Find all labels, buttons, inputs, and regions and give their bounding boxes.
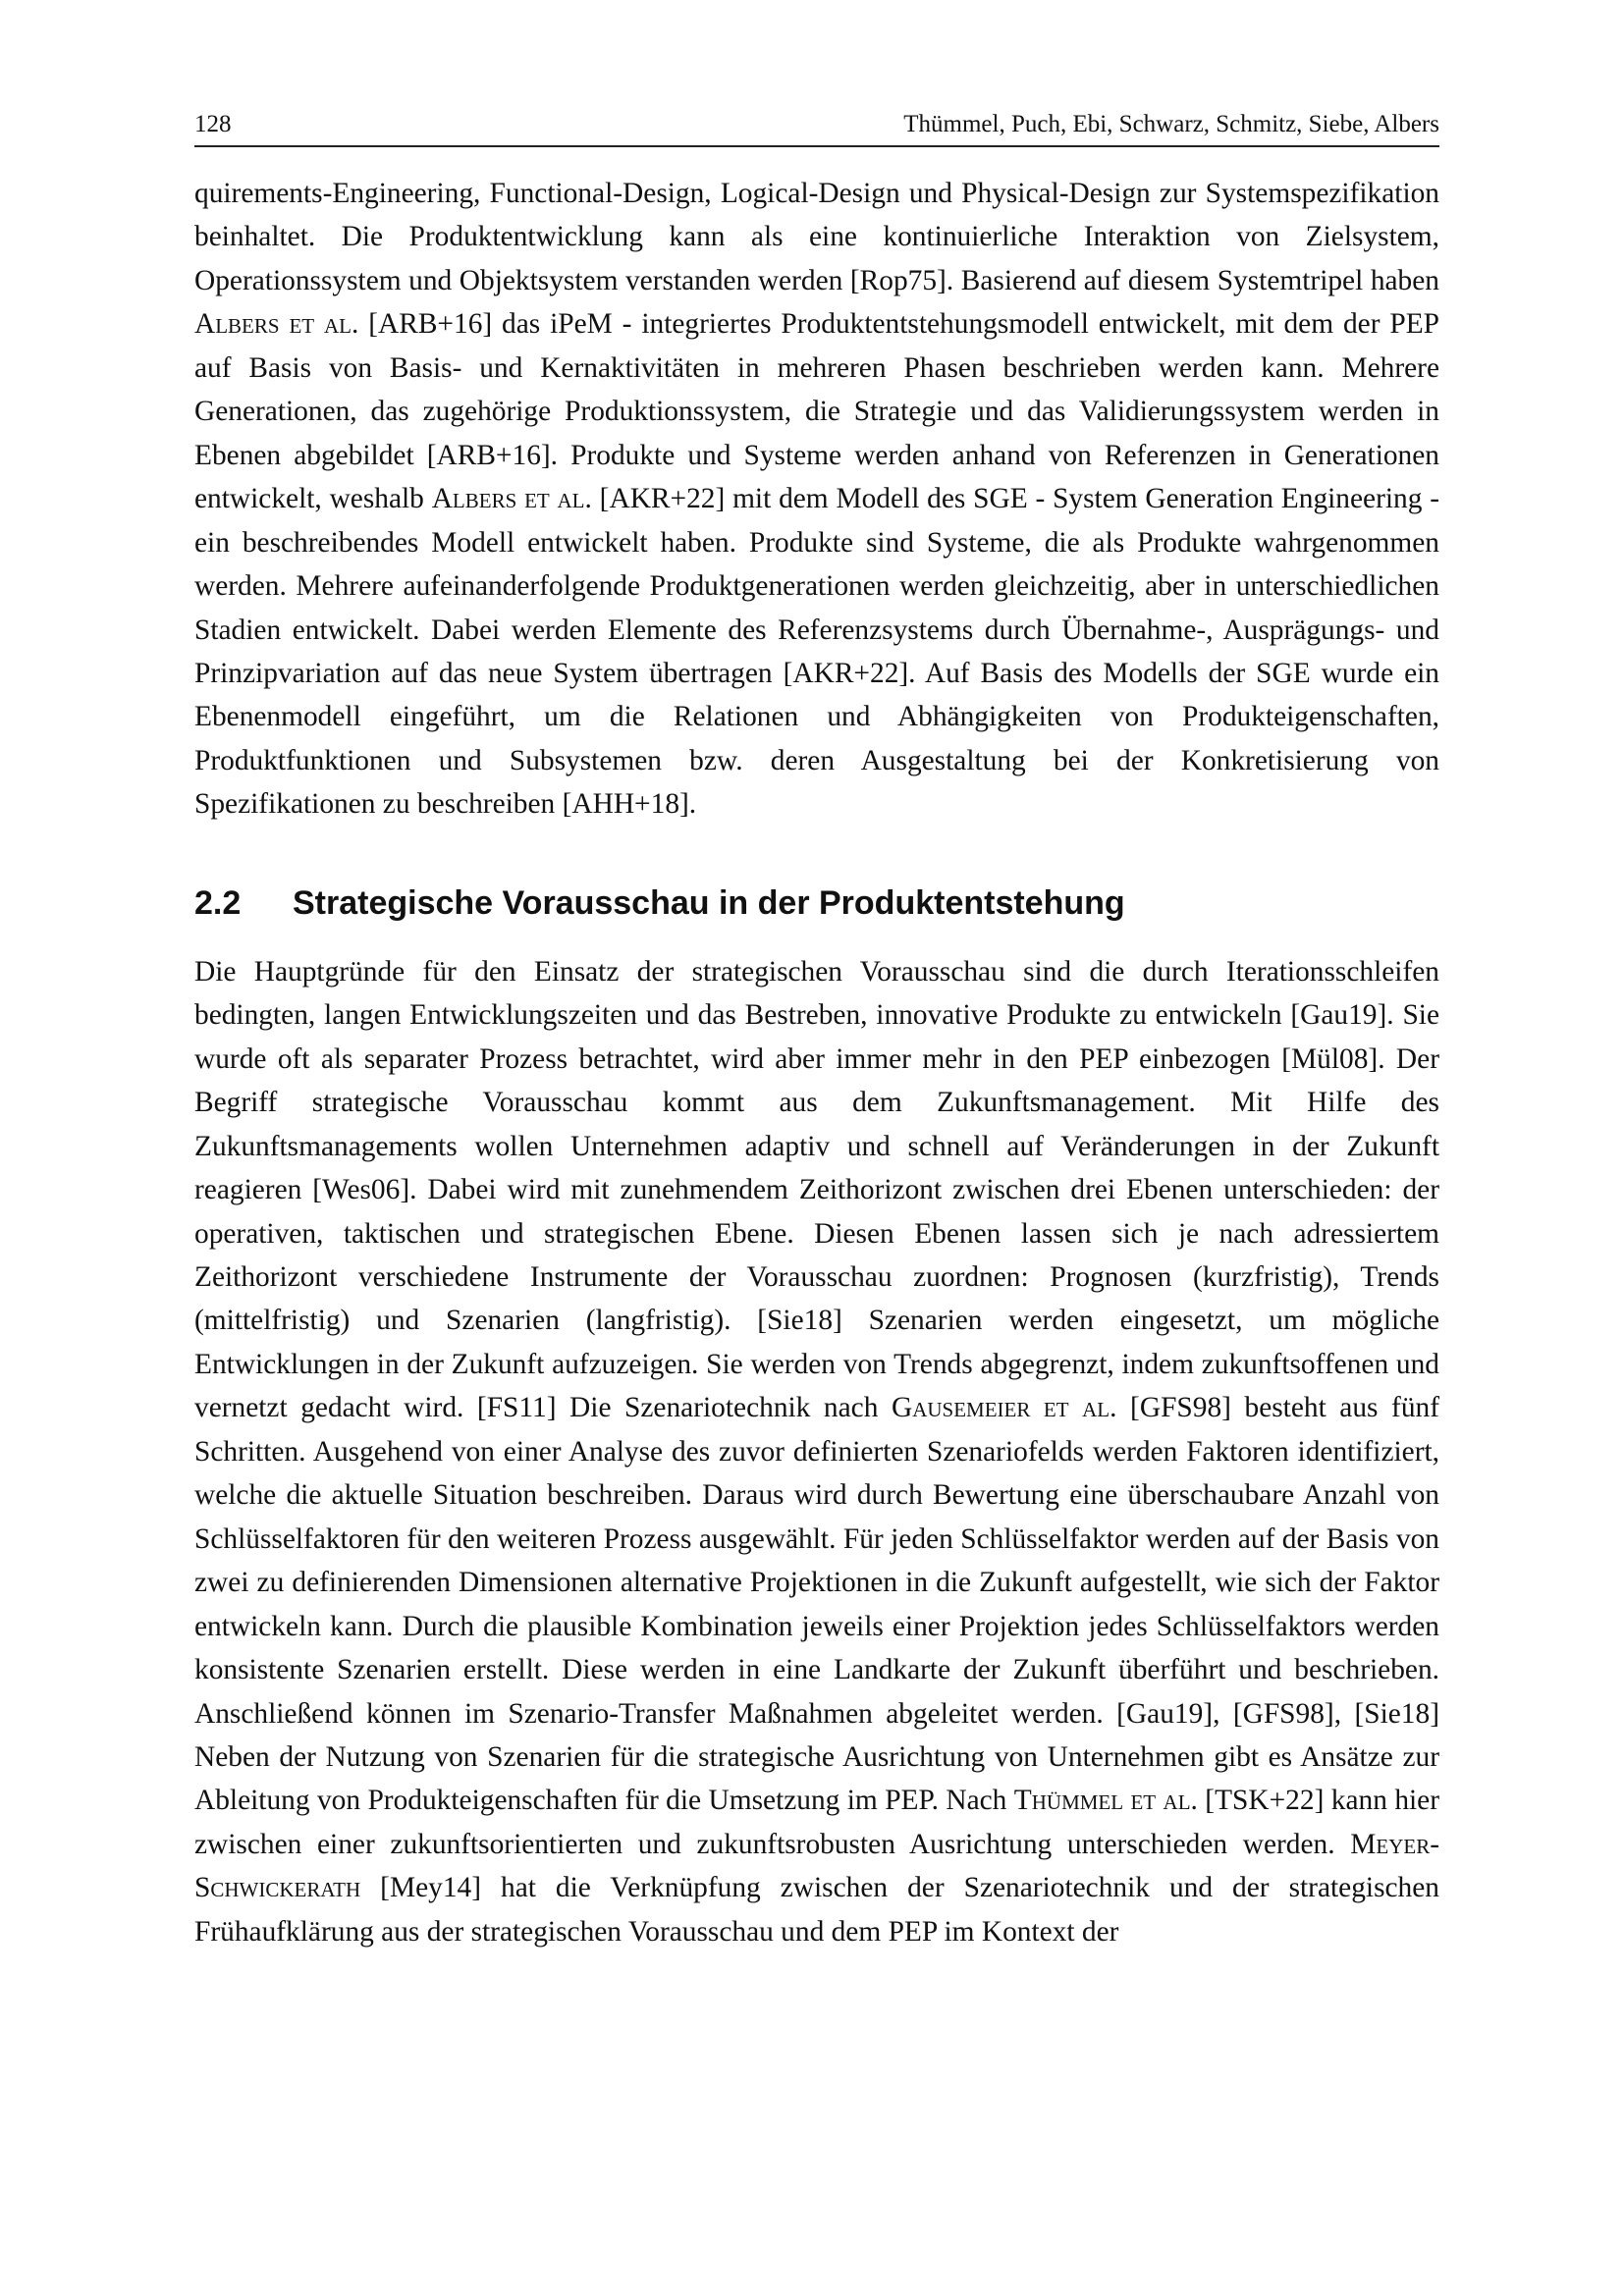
paragraph-strategic-foresight [194, 950, 1439, 1953]
section-title: Strategische Vorausschau in der Produktentstehung [293, 883, 1125, 922]
author-reference: Meyer-Schwickerath [194, 1828, 1439, 1904]
author-reference: Albers et al. [431, 483, 592, 515]
text-run: [TSK+22] kann hier zwischen einer zukunftsorientierten und zukunftsrobusten Ausrichtung unterschieden werden. [194, 1785, 1440, 1860]
running-header-authors: Thümmel, Puch, Ebi, Schwarz, Schmitz, Siebe, Albers [903, 111, 1439, 137]
author-reference: Albers et al. [194, 308, 359, 341]
author-reference: Thümmel et al. [1013, 1785, 1198, 1817]
author-reference: Gausemeier et al. [891, 1392, 1117, 1424]
text-run: [ARB+16] das iPeM - integriertes Produktentstehungsmodell entwickelt, mit dem der PEP auf Basis von Basis- und Kernaktivitäten in mehreren Phasen beschrieben werden kann. Mehrere Generationen, das zugehörige Produktionssystem, die Strategie und das Validierungssystem werden in Ebenen abgebildet [ARB+16]. Produkte und Systeme werden anhand von Referenzen in Generationen entwickelt, weshalb [194, 308, 1440, 515]
section-number: 2.2 [194, 883, 242, 922]
text-run: [Mey14] hat die Verknüpfung zwischen der Szenariotechnik und der strategischen Frühaufklärung aus der strategischen Vorausschau und dem PEP im Kontext der [194, 1872, 1439, 1948]
document-page [194, 110, 1439, 1953]
page-number: 128 [194, 111, 232, 137]
section-heading [194, 883, 1439, 923]
text-run: quirements-Engineering, Functional-Design, Logical-Design und Physical-Design zur Systemspezifikation beinhaltet. Die Produktentwicklung kann als eine kontinuierliche Interaktion von Zielsystem, Operationssystem und Objektsystem verstanden werden [Rop75]. Basierend auf diesem Systemtripel haben [194, 178, 1439, 296]
text-run: [AKR+22] mit dem Modell des SGE - System Generation Engineering - ein beschreibendes Modell entwickelt haben. Produkte sind Systeme, die als Produkte wahrgenommen werden. Mehrere aufeinanderfolgende Produktgenerationen werden gleichzeitig, aber in unterschiedlichen Stadien entwickelt. Dabei werden Elemente des Referenzsystems durch Übernahme-, Ausprägungs- und Prinzipvariation auf das neue System übertragen [AKR+22]. Auf Basis des Modells der SGE wurde ein Ebenenmodell eingeführt, um die Relationen und Abhängigkeiten von Produkteigenschaften, Produktfunktionen und Subsystemen bzw. deren Ausgestaltung bei der Konkretisierung von Spezifikationen zu beschreiben [AHH+18]. [194, 483, 1440, 821]
text-run: [GFS98] besteht aus fünf Schritten. Ausgehend von einer Analyse des zuvor definierten Szenariofelds werden Faktoren identifiziert, welche die aktuelle Situation beschreiben. Daraus wird durch Bewertung eine überschaubare Anzahl von Schlüsselfaktoren für den weiteren Prozess ausgewählt. Für jeden Schlüsselfaktor werden auf der Basis von zwei zu definierenden Dimensionen alternative Projektionen in die Zukunft aufgestellt, wie sich der Faktor entwickeln kann. Durch die plausible Kombination jeweils einer Projektion jedes Schlüsselfaktors werden konsistente Szenarien erstellt. Diese werden in eine Landkarte der Zukunft überführt und beschrieben. Anschließend können im Szenario-Transfer Maßnahmen abgeleitet werden. [Gau19], [GFS98], [Sie18] Neben der Nutzung von Szenarien für die strategische Ausrichtung von Unternehmen gibt es Ansätze zur Ableitung von Produkteigenschaften für die Umsetzung im PEP. Nach [194, 1392, 1440, 1817]
running-header [194, 110, 1439, 147]
paragraph-system-specification [194, 172, 1439, 827]
text-run: Die Hauptgründe für den Einsatz der strategischen Vorausschau sind die durch Iterationsschleifen bedingten, langen Entwicklungszeiten und das Bestreben, innovative Produkte zu entwickeln [Gau19]. Sie wurde oft als separater Prozess betrachtet, wird aber immer mehr in den PEP einbezogen [Mül08]. Der Begriff strategische Vorausschau kommt aus dem Zukunftsmanagement. Mit Hilfe des Zukunftsmanagements wollen Unternehmen adaptiv und schnell auf Veränderungen in der Zukunft reagieren [Wes06]. Dabei wird mit zunehmendem Zeithorizont zwischen drei Ebenen unterschieden: der operativen, taktischen und strategischen Ebene. Diesen Ebenen lassen sich je nach adressiertem Zeithorizont verschiedene Instrumente der Vorausschau zuordnen: Prognosen (kurzfristig), Trends (mittelfristig) und Szenarien (langfristig). [Sie18] Szenarien werden eingesetzt, um mögliche Entwicklungen in der Zukunft aufzuzeigen. Sie werden von Trends abgegrenzt, indem zukunftsoffenen und vernetzt gedacht wird. [FS11] Die Szenariotechnik nach [194, 955, 1439, 1424]
